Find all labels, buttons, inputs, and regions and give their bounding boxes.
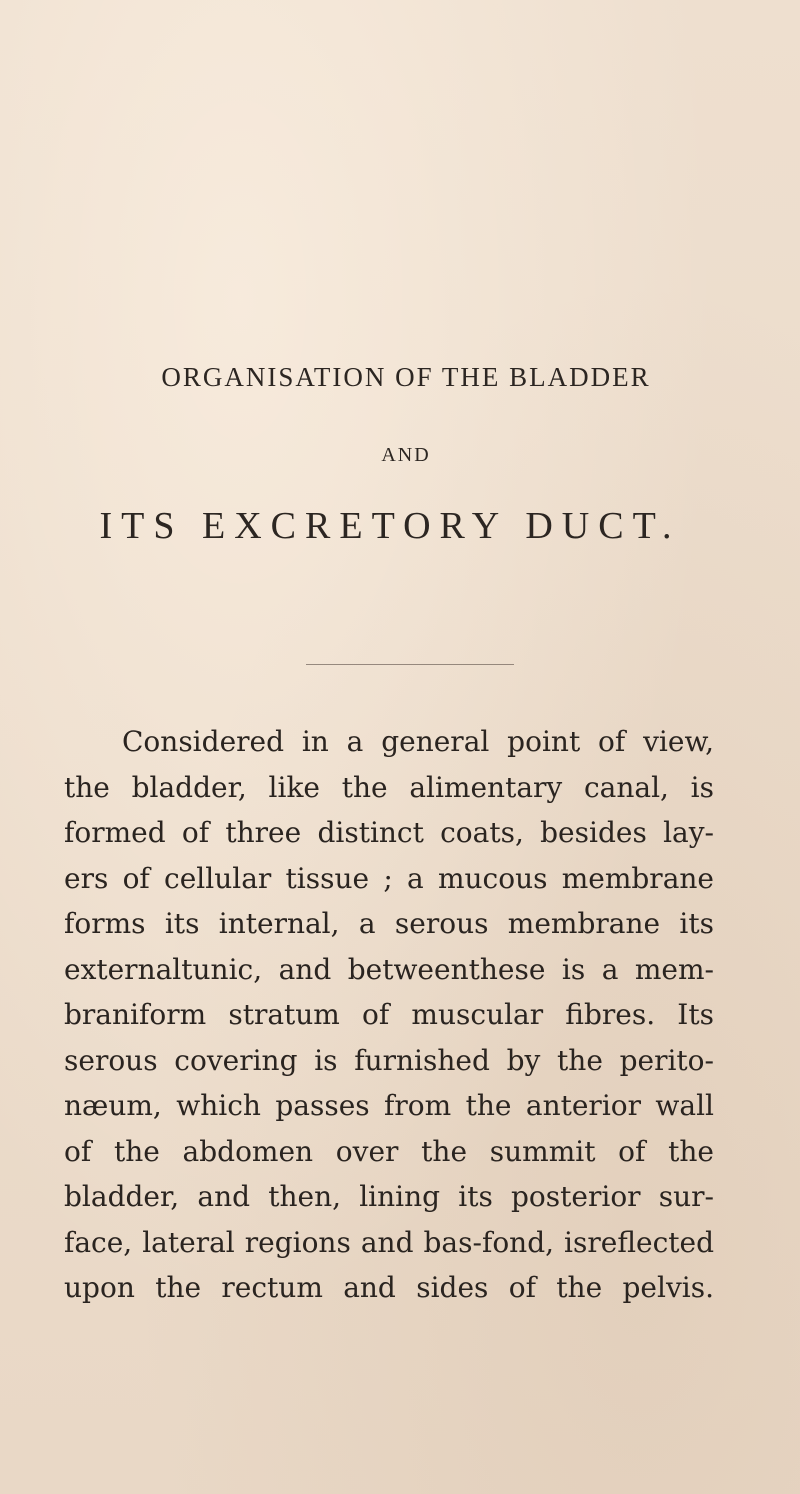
- paragraph-line: upon the rectum and sides of the pelvis.: [64, 1271, 714, 1304]
- body-paragraph: [64, 719, 714, 1311]
- paragraph-line: bladder, and then, lining its posterior sur-: [64, 1180, 714, 1213]
- paragraph-line: externaltunic, and betweenthese is a mem-: [64, 952, 714, 986]
- title-divider-rule: [306, 664, 514, 665]
- paragraph-line: Considered in a general point of view,: [122, 725, 714, 758]
- paragraph-line: næum, which passes from the anterior wall: [64, 1089, 714, 1122]
- paragraph-line: face, lateral regions and bas-fond, isreflected: [64, 1225, 714, 1259]
- paragraph-line: braniform stratum of muscular fibres. Its: [64, 998, 714, 1031]
- paragraph-line: ers of cellular tissue ; a mucous membrane: [64, 861, 714, 895]
- chapter-title-line-1: ORGANISATION OF THE BLADDER: [161, 362, 651, 392]
- paragraph-line: of the abdomen over the summit of the: [64, 1134, 714, 1168]
- chapter-title-conjunction: AND: [381, 444, 431, 466]
- paragraph-line: the bladder, like the alimentary canal, is: [64, 770, 714, 804]
- paragraph-line: forms its internal, a serous membrane its: [64, 907, 714, 940]
- chapter-title-line-2: ITS EXCRETORY DUCT.: [99, 505, 681, 547]
- paragraph-line: serous covering is furnished by the perito-: [64, 1043, 714, 1077]
- paragraph-line: formed of three distinct coats, besides lay-: [64, 816, 714, 849]
